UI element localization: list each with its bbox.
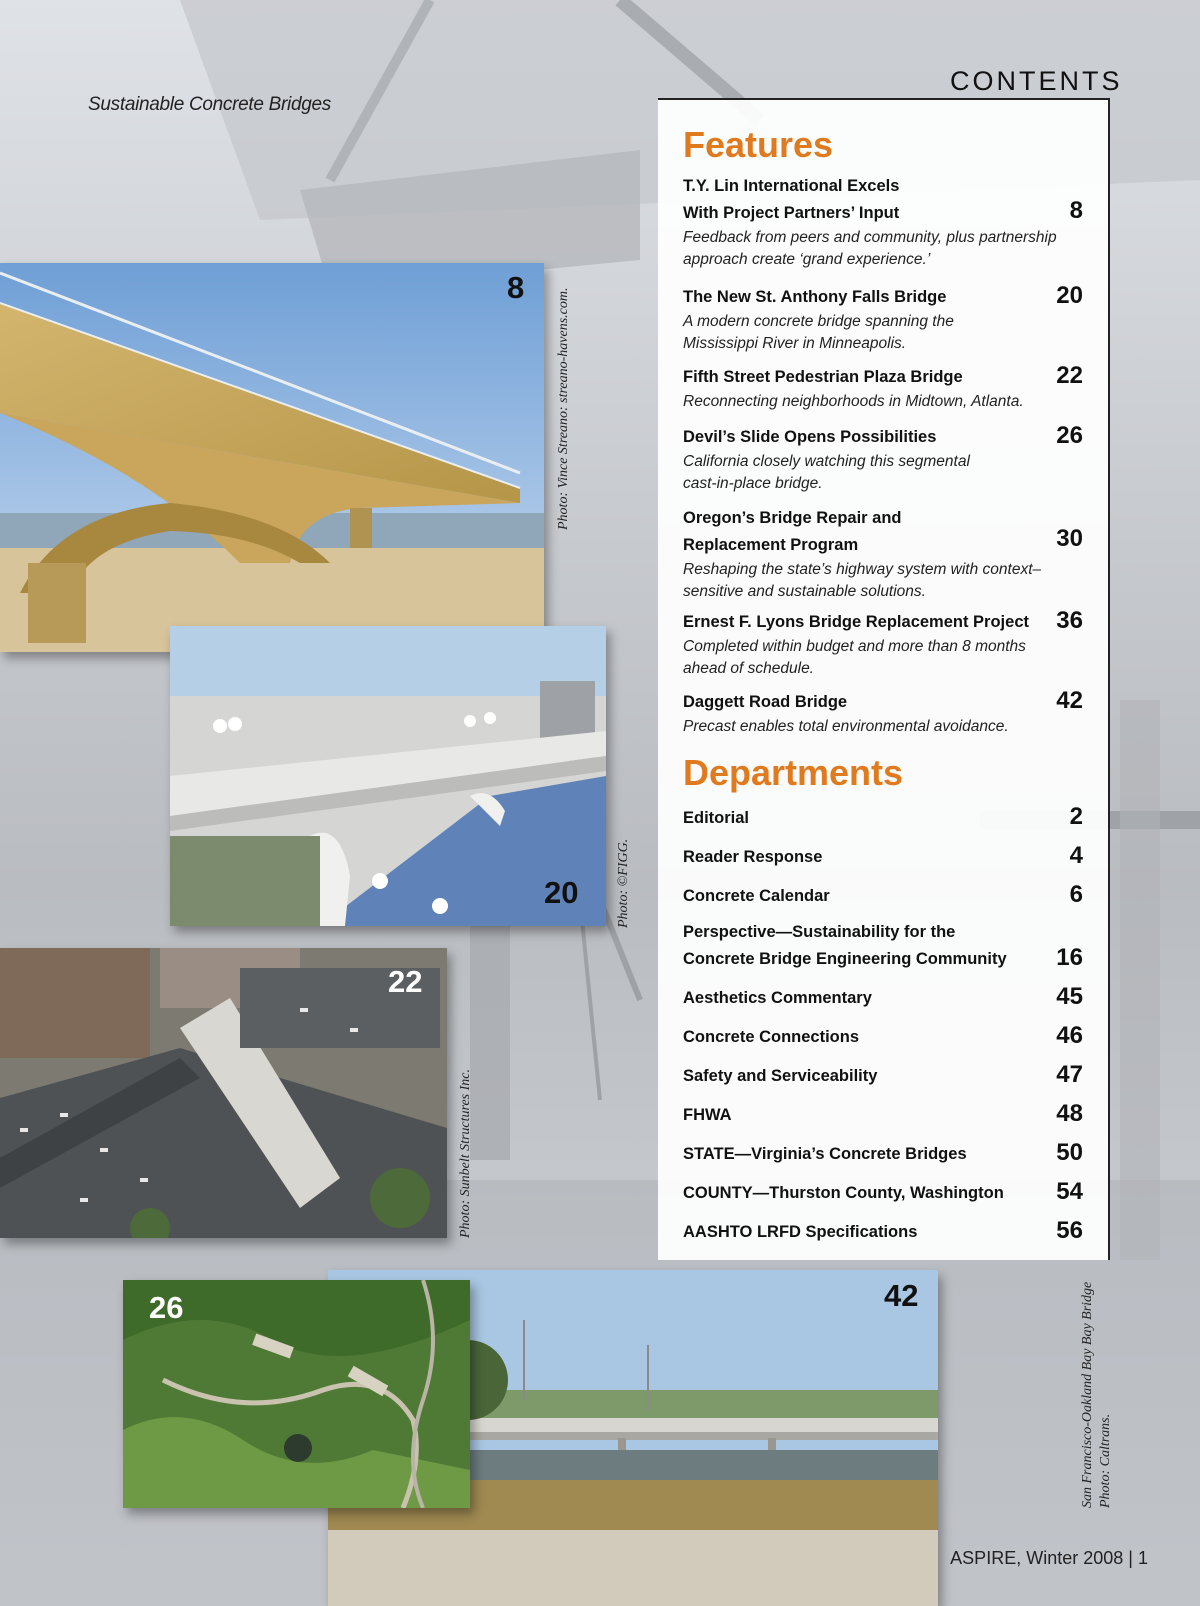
entry-page-number: 46 <box>1056 1022 1083 1049</box>
entry-page-number: 45 <box>1056 983 1083 1010</box>
entry-title: STATE—Virginia’s Concrete Bridges <box>683 1145 967 1163</box>
entry-title: Editorial <box>683 809 750 827</box>
photo-page-number: 8 <box>507 270 525 305</box>
entry-title: AASHTO LRFD Specifications <box>683 1223 918 1241</box>
feature-entry-ernest-lyons[interactable] <box>683 609 1083 680</box>
entry-description: A modern concrete bridge spanning the <box>683 313 954 330</box>
entry-title: With Project Partners’ Input <box>683 204 900 222</box>
entry-title: COUNTY—Thurston County, Washington <box>683 1184 1004 1202</box>
entry-page-number: 4 <box>1069 842 1083 869</box>
entry-description: Completed within budget and more than 8 months <box>683 638 1026 655</box>
entry-title: Ernest F. Lyons Bridge Replacement Project <box>683 613 1029 631</box>
feature-entry-st-anthony[interactable] <box>683 284 1083 355</box>
department-entry-county[interactable] <box>683 1180 1083 1207</box>
entry-title: Fifth Street Pedestrian Plaza Bridge <box>683 368 963 386</box>
entry-title: Concrete Connections <box>683 1028 860 1046</box>
photo-credit: Photo: Sunbelt Structures Inc. <box>458 1068 473 1238</box>
photo-st-anthony-rendering[interactable] <box>170 626 606 926</box>
department-entry-reader-response[interactable] <box>683 844 1083 871</box>
entry-page-number: 6 <box>1069 881 1083 908</box>
entry-title: Concrete Calendar <box>683 887 830 905</box>
entry-title: Safety and Serviceability <box>683 1067 878 1085</box>
background-photo-credit: Photo: Caltrans. <box>1098 1413 1113 1508</box>
entry-page-number: 2 <box>1069 803 1083 830</box>
photo-page-number: 20 <box>544 875 579 910</box>
entry-title: Reader Response <box>683 848 823 866</box>
contents-heading: CONTENTS <box>950 66 1123 96</box>
entry-page-number: 26 <box>1056 422 1083 449</box>
entry-description: Reconnecting neighborhoods in Midtown, Atlanta. <box>683 393 1024 410</box>
entry-description: Feedback from peers and community, plus partnership <box>683 229 1057 246</box>
page-footer <box>950 1548 1148 1569</box>
footer-separator: | <box>1128 1548 1133 1568</box>
department-entry-perspective[interactable] <box>683 919 1083 973</box>
entry-page-number: 42 <box>1056 687 1083 714</box>
background-photo-caption: San Francisco-Oakland Bay Bay Bridge <box>1080 1281 1095 1508</box>
entry-page-number: 16 <box>1056 944 1083 971</box>
entry-page-number: 54 <box>1056 1178 1083 1205</box>
entry-page-number: 20 <box>1056 282 1083 309</box>
issue-theme-subtitle: Sustainable Concrete Bridges <box>88 94 331 115</box>
department-entry-fhwa[interactable] <box>683 1102 1083 1129</box>
entry-page-number: 50 <box>1056 1139 1083 1166</box>
photo-credit: Photo: Vince Streano: streano-havens.com. <box>556 287 571 530</box>
entry-title: Perspective—Sustainability for the <box>683 923 956 941</box>
entry-page-number: 8 <box>1069 197 1083 224</box>
entry-title: Concrete Bridge Engineering Community <box>683 950 1007 968</box>
entry-description: ahead of schedule. <box>683 660 814 677</box>
feature-entry-devils-slide[interactable] <box>683 424 1083 495</box>
issue-date: , Winter 2008 <box>1016 1548 1124 1568</box>
entry-description: sensitive and sustainable solutions. <box>683 583 926 600</box>
feature-entry-tylin[interactable] <box>683 173 1083 271</box>
magazine-name: ASPIRE <box>950 1548 1017 1568</box>
entry-description: approach create ‘grand experience.’ <box>683 251 931 268</box>
entry-title: T.Y. Lin International Excels <box>683 177 900 195</box>
photo-fifth-street-aerial[interactable] <box>0 948 447 1238</box>
entry-description: Reshaping the state’s highway system with context– <box>683 561 1042 578</box>
department-entry-state[interactable] <box>683 1141 1083 1168</box>
photo-page-number: 22 <box>388 964 423 999</box>
entry-title: Aesthetics Commentary <box>683 989 872 1007</box>
page-number: 1 <box>1137 1548 1148 1568</box>
entry-title: Oregon’s Bridge Repair and <box>683 509 902 527</box>
entry-title: Devil’s Slide Opens Possibilities <box>683 428 937 446</box>
department-entry-concrete-calendar[interactable] <box>683 883 1083 910</box>
entry-page-number: 56 <box>1056 1217 1083 1244</box>
entry-title: FHWA <box>683 1106 732 1124</box>
photo-page-number: 26 <box>149 1290 184 1325</box>
entry-page-number: 22 <box>1056 362 1083 389</box>
photo-page-number: 42 <box>884 1278 919 1313</box>
feature-entry-daggett[interactable] <box>683 689 1083 738</box>
photo-credit: Photo: ©FIGG. <box>616 838 631 928</box>
department-entry-aesthetics[interactable] <box>683 985 1083 1012</box>
entry-page-number: 48 <box>1056 1100 1083 1127</box>
department-entry-editorial[interactable] <box>683 805 1083 832</box>
feature-entry-oregon[interactable] <box>683 505 1083 603</box>
entry-page-number: 30 <box>1056 525 1083 552</box>
features-heading: Features <box>683 124 834 165</box>
entry-title: Daggett Road Bridge <box>683 693 848 711</box>
entry-page-number: 47 <box>1056 1061 1083 1088</box>
entry-description: Mississippi River in Minneapolis. <box>683 335 907 352</box>
entry-description: Precast enables total environmental avoidance. <box>683 718 1009 735</box>
department-entry-safety[interactable] <box>683 1063 1083 1090</box>
entry-description: cast-in-place bridge. <box>683 475 823 492</box>
entry-description: California closely watching this segmental <box>683 453 970 470</box>
photo-tylin-bridge[interactable] <box>0 263 544 652</box>
entry-title: The New St. Anthony Falls Bridge <box>683 288 947 306</box>
departments-heading: Departments <box>683 752 904 793</box>
entry-page-number: 36 <box>1056 607 1083 634</box>
feature-entry-fifth-street[interactable] <box>683 364 1083 413</box>
department-entry-concrete-connections[interactable] <box>683 1024 1083 1051</box>
entry-title: Replacement Program <box>683 536 859 554</box>
department-entry-aashto[interactable] <box>683 1219 1083 1246</box>
